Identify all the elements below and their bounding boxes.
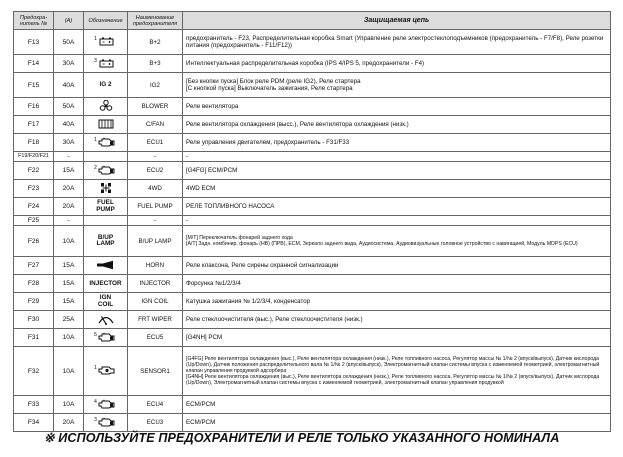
fuse-number: F13 <box>14 30 54 55</box>
protected-circuit: РЕЛЕ ТОПЛИВНОГО НАСОСА <box>183 198 611 216</box>
fuse-name: ECU1 <box>128 134 183 152</box>
fuse-amperage: 30A <box>54 134 84 152</box>
protected-circuit: [G4NH] PCM <box>183 329 611 347</box>
blower-icon <box>99 100 113 114</box>
fuse-symbol <box>84 414 128 432</box>
fuse-symbol <box>84 275 128 293</box>
fuse-symbol <box>84 257 128 275</box>
fuse-name: C/FAN <box>128 116 183 134</box>
engine-icon <box>97 165 117 177</box>
fuse-number: F26 <box>14 226 54 257</box>
table-row <box>14 73 611 98</box>
fuse-symbol <box>84 116 128 134</box>
fuse-number: F14 <box>14 55 54 73</box>
fuse-symbol <box>84 293 128 311</box>
fuse-number: F16 <box>14 98 54 116</box>
fuse-symbol <box>84 98 128 116</box>
symbol-index: 3 <box>94 57 97 64</box>
fuse-symbol <box>84 329 128 347</box>
fuse-symbol <box>84 73 128 98</box>
fuse-symbol <box>84 55 128 73</box>
table-row <box>14 347 611 396</box>
table-row <box>14 275 611 293</box>
fuse-amperage: 15A <box>54 257 84 275</box>
fuse-name: ECU2 <box>128 162 183 180</box>
protected-circuit: [G4FG] Реле вентилятора охлаждения (выс.), Реле вентилятора охлаждения (низк.), Реле топливного насоса, Регулятор массы № 1/№ 2 (впуск/выпуск), Датчик кислорода (Up/Down), Датчик положения распределительного вала № 1/№ 2 (впуск/выпуск), Электромагнитный клапан системы впуска с изменяемой геометрией, электромагнитный клапан управления продувкой адсорбера [G4NH] Реле вентилятора охлаждения (выс.), Реле вентилятора охлаждения (низк.), Реле топливного насоса, Регулятор массы № 1/№ 2 (впуск/выпуск), Датчик кислорода (Up/Down), Электромагнитный клапан системы впуска с изменяемой геометрией, электромагнитный клапан управления продувкой <box>183 347 611 396</box>
protected-circuit: Реле клаксона, Реле сирены охранной сигнализации <box>183 257 611 275</box>
fuse-number: F34 <box>14 414 54 432</box>
fuse-name: - <box>128 216 183 226</box>
table-row <box>14 162 611 180</box>
4wd-icon <box>100 182 112 196</box>
fuse-amperage: 30A <box>54 55 84 73</box>
fuse-number: F30 <box>14 311 54 329</box>
table-row <box>14 396 611 414</box>
fuse-amperage: 40A <box>54 73 84 98</box>
table-row <box>14 152 611 162</box>
symbol-index: 4 <box>94 398 97 405</box>
fuse-name: B/UP LAMP <box>128 226 183 257</box>
protected-circuit: [Без кнопки пуска] Блок реле PDM (реле IG2), Реле стартера [С кнопкой пуска] Выключатель зажигания, Реле стартера <box>183 73 611 98</box>
fuse-number: F25 <box>14 216 54 226</box>
sensor-icon <box>97 365 117 377</box>
protected-circuit: 4WD ECM <box>183 180 611 198</box>
table-row <box>14 216 611 226</box>
fuse-number: F27 <box>14 257 54 275</box>
fuse-name: FRT WIPER <box>128 311 183 329</box>
fuse-amperage: 20A <box>54 198 84 216</box>
fuse-symbol <box>84 30 128 55</box>
fuse-symbol <box>84 216 128 226</box>
table-row <box>14 30 611 55</box>
fuse-name: IGN COIL <box>128 293 183 311</box>
fuse-name: ECU3 <box>128 414 183 432</box>
fuse-name: ECU4 <box>128 396 183 414</box>
header-amp: (A) <box>54 12 84 30</box>
fuse-amperage: 20A <box>54 414 84 432</box>
fuse-name: B+3 <box>128 55 183 73</box>
fuse-symbol <box>84 198 128 216</box>
table-row <box>14 226 611 257</box>
protected-circuit: - <box>183 152 611 162</box>
fuse-amperage: 15A <box>54 293 84 311</box>
fuse-amperage: 50A <box>54 30 84 55</box>
engine-icon <box>97 137 117 149</box>
table-row <box>14 116 611 134</box>
protected-circuit: Интеллектуальная распределительная коробка (IPS 4/IPS 5, предохранители - F4) <box>183 55 611 73</box>
header-circuit: Защищаемая цепь <box>183 12 611 30</box>
fuse-number: F29 <box>14 293 54 311</box>
fuse-amperage: 10A <box>54 226 84 257</box>
protected-circuit: ECM/PCM <box>183 414 611 432</box>
table-row <box>14 293 611 311</box>
engine-icon <box>97 417 117 429</box>
symbol-label: IGN COIL <box>97 294 114 308</box>
symbol-index: 1 <box>94 365 97 371</box>
fuse-name: 4WD <box>128 180 183 198</box>
fuse-amperage: 10A <box>54 347 84 396</box>
horn-icon <box>96 260 116 272</box>
protected-circuit: [G4FG] ECM/PCM <box>183 162 611 180</box>
fuse-number: F31 <box>14 329 54 347</box>
fuse-name: B+2 <box>128 30 183 55</box>
fuse-number: F28 <box>14 275 54 293</box>
protected-circuit: Реле управления двигателем, предохранитель - F31/F33 <box>183 134 611 152</box>
fuse-table-panel <box>13 11 610 432</box>
fuse-symbol <box>84 347 128 396</box>
protected-circuit: Реле стеклоочистителя (выс.), Реле стеклоочистителя (низк.) <box>183 311 611 329</box>
engine-icon <box>97 399 117 411</box>
wiper-icon <box>98 313 114 327</box>
table-row <box>14 198 611 216</box>
fuse-symbol <box>84 311 128 329</box>
fuse-name: INJECTOR <box>128 275 183 293</box>
protected-circuit: Реле вентилятора охлаждения (высс.), Реле вентилятора охлаждения (низк.) <box>183 116 611 134</box>
fuse-symbol <box>84 134 128 152</box>
fuse-symbol <box>84 396 128 414</box>
protected-circuit: Форсунка №1/2/3/4 <box>183 275 611 293</box>
fuse-number: F24 <box>14 198 54 216</box>
fuse-name: ECU5 <box>128 329 183 347</box>
fuse-amperage: 25A <box>54 311 84 329</box>
fuse-amperage: 20A <box>54 180 84 198</box>
fuse-amperage: 10A <box>54 396 84 414</box>
fuse-name: FUEL PUMP <box>128 198 183 216</box>
fuse-symbol <box>84 226 128 257</box>
protected-circuit: ECM/PCM <box>183 396 611 414</box>
fuse-amperage: 40A <box>54 116 84 134</box>
fuse-amperage: 50A <box>54 98 84 116</box>
protected-circuit: предохранитель - F23, Распределительная коробка Smart (Управление реле электростеклоподъемников (предохранитель - F7/F8), Реле розетки питания (предохранитель - F11/F12)) <box>183 30 611 55</box>
table-row <box>14 329 611 347</box>
symbol-index: 2 <box>94 164 97 171</box>
symbol-label: FUEL PUMP <box>96 199 115 213</box>
table-row <box>14 55 611 73</box>
table-row <box>14 414 611 432</box>
engine-icon <box>97 332 117 344</box>
table-row <box>14 98 611 116</box>
symbol-index: 5 <box>94 331 97 338</box>
table-row <box>14 311 611 329</box>
fuse-number: F23 <box>14 180 54 198</box>
symbol-index: 1 <box>94 36 97 42</box>
fan-icon <box>98 119 114 131</box>
fuse-symbol <box>84 180 128 198</box>
fuse-table <box>13 11 611 432</box>
fuse-name: BLOWER <box>128 98 183 116</box>
fuse-symbol <box>84 162 128 180</box>
fuse-number: F19/F20/F21 <box>14 152 54 162</box>
symbol-index: 1 <box>94 136 97 143</box>
symbol-index: 3 <box>94 416 97 423</box>
header-fuse-no: Предохра-нитель № <box>14 12 54 30</box>
fuse-number: F17 <box>14 116 54 134</box>
protected-circuit: - <box>183 216 611 226</box>
protected-circuit: Катушка зажигания № 1/2/3/4, конденсатор <box>183 293 611 311</box>
fuse-number: F15 <box>14 73 54 98</box>
protected-circuit: [M/T] Переключатель фонарей заднего хода [A/T] Задн. комбинир. фонарь (НВ) (ПРВ), ECM, Зеркало заднего вида, Аудиосистема, Аудиовизуальные головное устройство с навигацией, Модуль MDPS (ECU) <box>183 226 611 257</box>
symbol-label: B/UP LAMP <box>96 233 115 247</box>
header-name: Наименование предохранителя <box>128 12 183 30</box>
table-row <box>14 134 611 152</box>
protected-circuit: Реле вентилятора <box>183 98 611 116</box>
battery-icon <box>97 36 117 48</box>
header-symbol: Обозначение <box>84 12 128 30</box>
notice-text: ※ ИСПОЛЬЗУЙТЕ ПРЕДОХРАНИТЕЛИ И РЕЛЕ ТОЛЬКО УКАЗАННОГО НОМИНАЛА <box>44 431 560 445</box>
fuse-name: SENSOR1 <box>128 347 183 396</box>
fuse-symbol <box>84 152 128 162</box>
fuse-amperage: - <box>54 152 84 162</box>
fuse-name: HORN <box>128 257 183 275</box>
table-row <box>14 257 611 275</box>
fuse-number: F22 <box>14 162 54 180</box>
fuse-amperage: 15A <box>54 162 84 180</box>
table-row <box>14 180 611 198</box>
fuse-number: F33 <box>14 396 54 414</box>
symbol-label: IG 2 <box>99 81 112 89</box>
fuse-name: - <box>128 152 183 162</box>
fuse-amperage: - <box>54 216 84 226</box>
fuse-number: F32 <box>14 347 54 396</box>
fuse-amperage: 10A <box>54 329 84 347</box>
symbol-label: INJECTOR <box>89 279 122 287</box>
fuse-number: F18 <box>14 134 54 152</box>
fuse-amperage: 15A <box>54 275 84 293</box>
fuse-name: IG2 <box>128 73 183 98</box>
table-header-row <box>14 12 611 30</box>
battery-icon <box>97 58 117 70</box>
